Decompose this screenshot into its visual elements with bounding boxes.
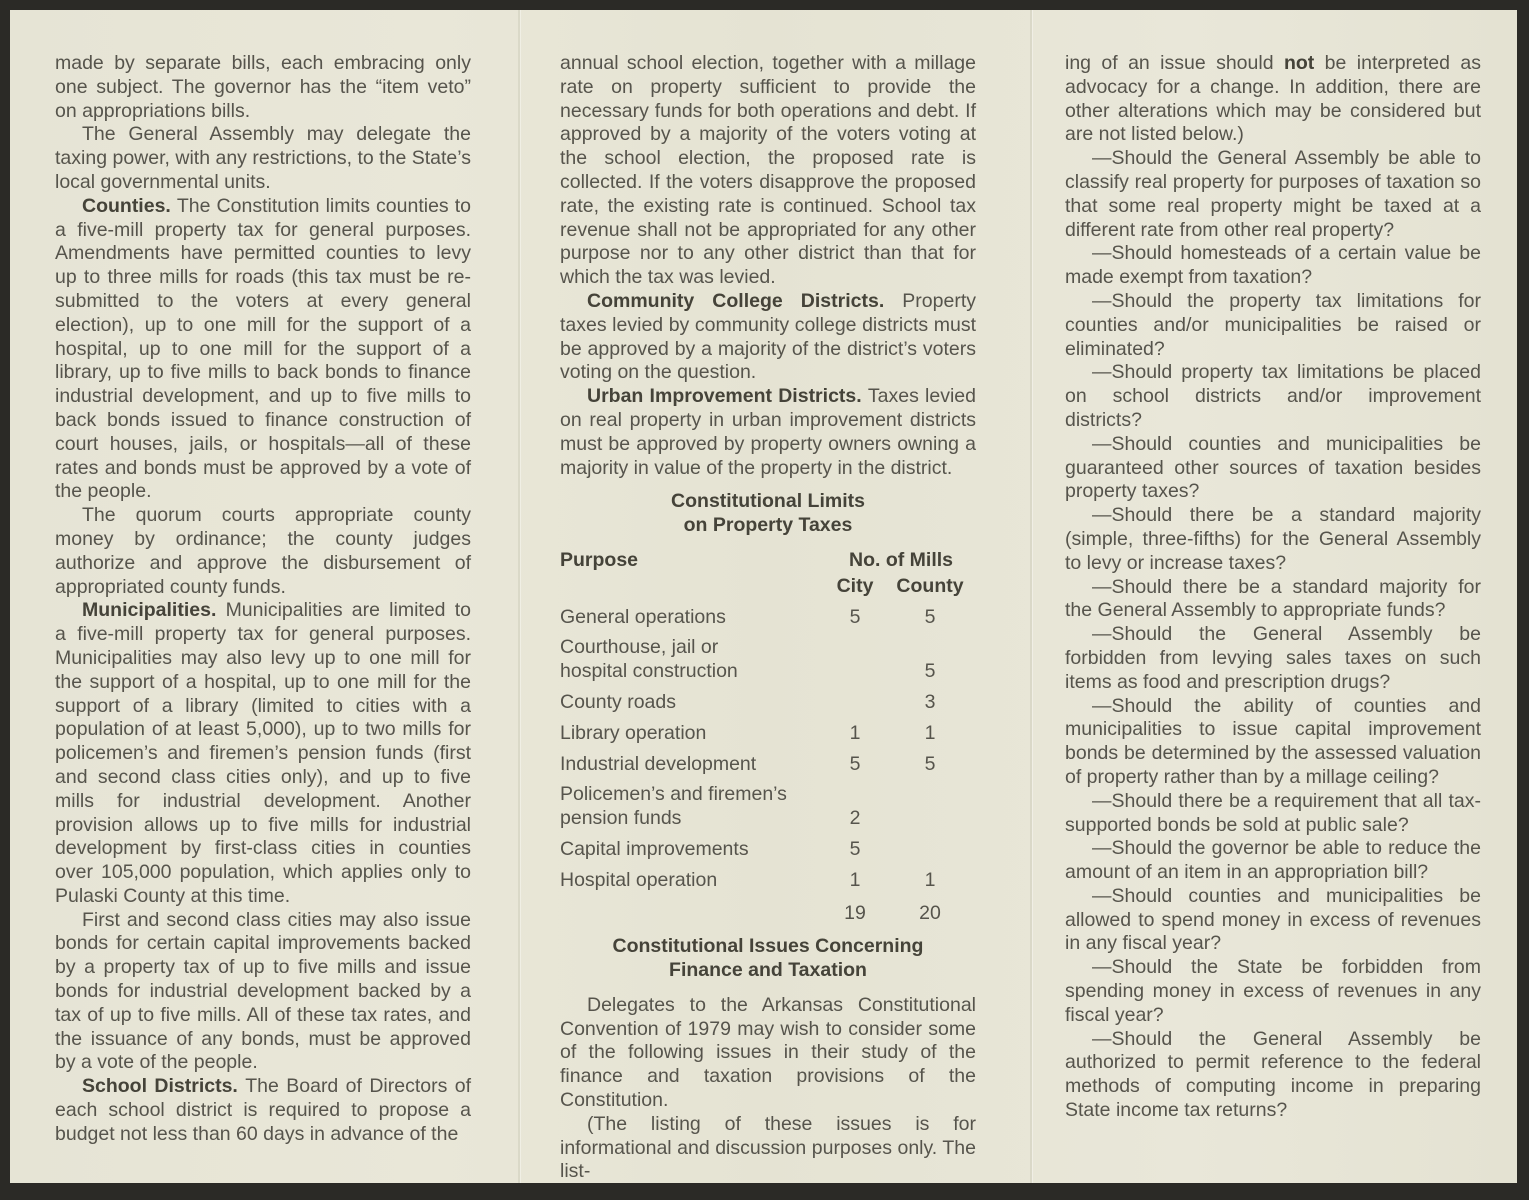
section-heading — [560, 490, 976, 538]
paragraph — [560, 290, 976, 385]
body-text: made by separate bills, each embracing only one subject. The governor has the “item veto” on appropriations bills. — [55, 52, 471, 122]
heading-line: on Property Taxes — [683, 514, 853, 537]
column-2 — [560, 52, 976, 1184]
paragraph — [55, 909, 471, 1076]
table-cell-county-mills: 3 — [924, 690, 936, 713]
purpose-line: hospital construction — [560, 660, 738, 683]
body-text: —Should the General Assembly be forbidden from levying sales taxes on such items as food and prescription drugs? — [1065, 623, 1481, 693]
bold-text: Municipalities. — [82, 599, 226, 622]
body-text: —Should there be a standard majority for the General Assembly to appropriate funds? — [1065, 575, 1481, 622]
table-cell-city-mills: 5 — [849, 605, 861, 628]
body-text: The quorum courts appropriate county money by ordinance; the county judges authorize and approve the disbursement of appropriated county funds. — [55, 504, 471, 598]
body-text: The General Assembly may delegate the taxing power, with any restrictions, to the State’s local governmental units. — [55, 123, 471, 193]
table-cell-city-mills: 1 — [849, 868, 861, 891]
heading-line: Constitutional Issues Concerning — [612, 935, 924, 958]
paragraph — [55, 195, 471, 504]
body-text: Delegates to the Arkansas Constitutional Convention of 1979 may wish to consider some of the following issues in their study of the finance and taxation provisions of the Constitution. — [560, 993, 976, 1112]
purpose-line: Capital improvements — [560, 837, 749, 860]
paragraph — [560, 994, 976, 1113]
paragraph — [1065, 695, 1481, 790]
body-text: —Should the property tax limitations for counties and/or municipalities be raised or eliminated? — [1065, 289, 1481, 360]
table-cell-purpose — [560, 838, 826, 862]
table-cell-purpose — [560, 869, 826, 893]
purpose-line: General operations — [560, 605, 726, 628]
bold-text: School Districts. — [82, 1075, 246, 1098]
bold-text: Community College Districts. — [587, 289, 903, 312]
paragraph — [1065, 1028, 1481, 1123]
table-header-mills: No. of Mills — [849, 548, 953, 571]
section-heading — [560, 935, 976, 983]
paragraph — [560, 52, 976, 290]
table-cell-county-mills: 5 — [924, 752, 936, 775]
body-text: (The listing of these issues is for informational and discussion purposes only. The list- — [560, 1112, 976, 1183]
paragraph — [1065, 290, 1481, 361]
table-total-county: 20 — [919, 901, 941, 924]
heading-line: Constitutional Limits — [671, 490, 865, 513]
body-text: First and second class cities may also issue bonds for certain capital improvements backed by a property tax of up to five mills and issue bonds for industrial development backed by a tax of up to five mills. All of these tax rates, and the issuance of any bonds, must be approved by a vote of the people. — [55, 908, 471, 1074]
paragraph — [1065, 837, 1481, 885]
bold-text: not — [1283, 52, 1315, 74]
table-cell-county-mills: 5 — [924, 660, 936, 683]
table-cell-city-mills: 2 — [849, 807, 861, 830]
purpose-line: Library operation — [560, 721, 707, 744]
body-text: Property taxes levied by community college districts must be approved by a majority of the district’s voters voting on the question. — [560, 289, 976, 384]
column-3 — [1065, 52, 1481, 1184]
paragraph — [55, 123, 471, 194]
column-1 — [55, 52, 471, 1184]
table-cell-county-mills: 1 — [924, 721, 936, 744]
paragraph — [1065, 147, 1481, 242]
purpose-line: Policemen’s and firemen’s — [560, 783, 787, 806]
paragraph — [1065, 576, 1481, 624]
paragraph — [1065, 790, 1481, 838]
body-text: annual school election, together with a millage rate on property sufficient to provide the necessary funds for both operations and debt. If approved by a majority of the voters voting at the school election, the proposed rate is collected. If the voters disapprove the proposed rate, the existing rate is continued. School tax revenue shall not be appropriated for any other purpose nor to any other district than that for which the tax was levied. — [560, 52, 976, 289]
paragraph — [1065, 433, 1481, 504]
table-cell-city-mills: 5 — [849, 837, 861, 860]
table-cell-purpose — [560, 722, 826, 746]
paragraph — [1065, 885, 1481, 956]
property-tax-limits-table — [560, 549, 976, 925]
bold-text: Counties. — [82, 194, 177, 217]
purpose-line: pension funds — [560, 807, 682, 830]
purpose-line: Industrial development — [560, 752, 757, 775]
paragraph — [560, 385, 976, 480]
paragraph — [1065, 623, 1481, 694]
body-text: —Should counties and municipalities be allowed to spend money in excess of revenues in any fiscal year? — [1065, 884, 1481, 955]
purpose-line: Hospital operation — [560, 868, 718, 891]
body-text: —Should property tax limitations be placed on school districts and/or improvement districts? — [1065, 361, 1481, 431]
paragraph — [1065, 52, 1481, 147]
bold-text: Urban Improvement Districts. — [587, 385, 868, 408]
table-cell-purpose — [560, 606, 826, 630]
table-cell-city-mills: 1 — [849, 721, 861, 744]
table-total-city: 19 — [844, 901, 866, 924]
body-text: Municipalities are limited to a five-mill property tax for general purposes. Municipalities may also levy up to one mill for the support of a hospital, up to one mill for the support of a library (limited to cities with a population of at least 5,000), up to two mills for policemen’s and firemen’s pension funds (first and second class cities only), and up to five mills for industrial development. Another provision allows up to five mills for industrial development by first-class cities in counties over 105,000 population, which applies only to Pulaski County at this time. — [55, 599, 471, 907]
body-text: Taxes levied on real property in urban improvement districts must be approved by property owners owning a majority in value of the property in the district. — [560, 385, 976, 479]
purpose-line: Courthouse, jail or — [560, 636, 719, 659]
table-cell-purpose — [560, 636, 826, 684]
pamphlet-page — [10, 10, 1517, 1183]
body-text: —Should the General Assembly be able to classify real property for purposes of taxation so that some real property might be taxed at a different rate from other real property? — [1065, 147, 1481, 241]
body-text: —Should the governor be able to reduce the amount of an item in an appropriation bill? — [1065, 837, 1481, 884]
table-header-county: County — [896, 574, 964, 597]
body-text: —Should there be a standard majority (simple, three-fifths) for the General Assembly to levy or increase taxes? — [1065, 504, 1481, 574]
paragraph — [1065, 956, 1481, 1027]
body-text: —Should homesteads of a certain value be made exempt from taxation? — [1065, 242, 1481, 289]
table-header-city: City — [836, 574, 874, 597]
body-text: —Should there be a requirement that all tax-supported bonds be sold at public sale? — [1065, 789, 1481, 836]
paragraph — [55, 504, 471, 599]
paragraph — [560, 1113, 976, 1184]
body-text: —Should the ability of counties and municipalities to issue capital improvement bonds be determined by the assessed valuation of property rather than by a millage ceiling? — [1065, 694, 1481, 788]
body-text: —Should the General Assembly be authorized to permit reference to the federal methods of computing income in preparing State income tax returns? — [1065, 1027, 1481, 1122]
table-header-purpose: Purpose — [560, 548, 639, 571]
body-text: The Board of Directors of each school district is required to propose a budget not less than 60 days in advance of the — [55, 1075, 471, 1145]
body-text: —Should counties and municipalities be guaranteed other sources of taxation besides property taxes? — [1065, 432, 1481, 503]
table-cell-city-mills: 5 — [849, 752, 861, 775]
table-cell-purpose — [560, 783, 826, 831]
paragraph — [55, 52, 471, 123]
body-text: The Constitution limits counties to a five-mill property tax for general purposes. Amendments have permitted counties to levy up to three mills for roads (this tax must be re-submitted to the voters at every general election), up to one mill for the support of a hospital, up to one mill for the support of a library, up to five mills to back bonds to finance industrial development, and up to five mills to back bonds issued to finance construction of court houses, jails, or hospitals—all of these rates and bonds must be approved by a vote of the people. — [55, 194, 471, 503]
paragraph — [55, 599, 471, 908]
table-cell-county-mills: 1 — [924, 868, 936, 891]
paragraph — [1065, 361, 1481, 432]
purpose-line: County roads — [560, 690, 676, 713]
table-cell-purpose — [560, 691, 826, 715]
body-text: be interpreted as advocacy for a change. In addition, there are other alterations which may be considered but are not listed below.) — [1065, 52, 1481, 146]
table-cell-county-mills: 5 — [924, 605, 936, 628]
paragraph — [1065, 504, 1481, 575]
text-columns — [55, 52, 1481, 1184]
paragraph — [1065, 242, 1481, 290]
heading-line: Finance and Taxation — [669, 959, 867, 982]
paragraph — [55, 1075, 471, 1146]
body-text: —Should the State be forbidden from spending money in excess of revenues in any fiscal year? — [1065, 956, 1481, 1026]
body-text: ing of an issue should — [1065, 52, 1284, 74]
table-cell-purpose — [560, 753, 826, 777]
